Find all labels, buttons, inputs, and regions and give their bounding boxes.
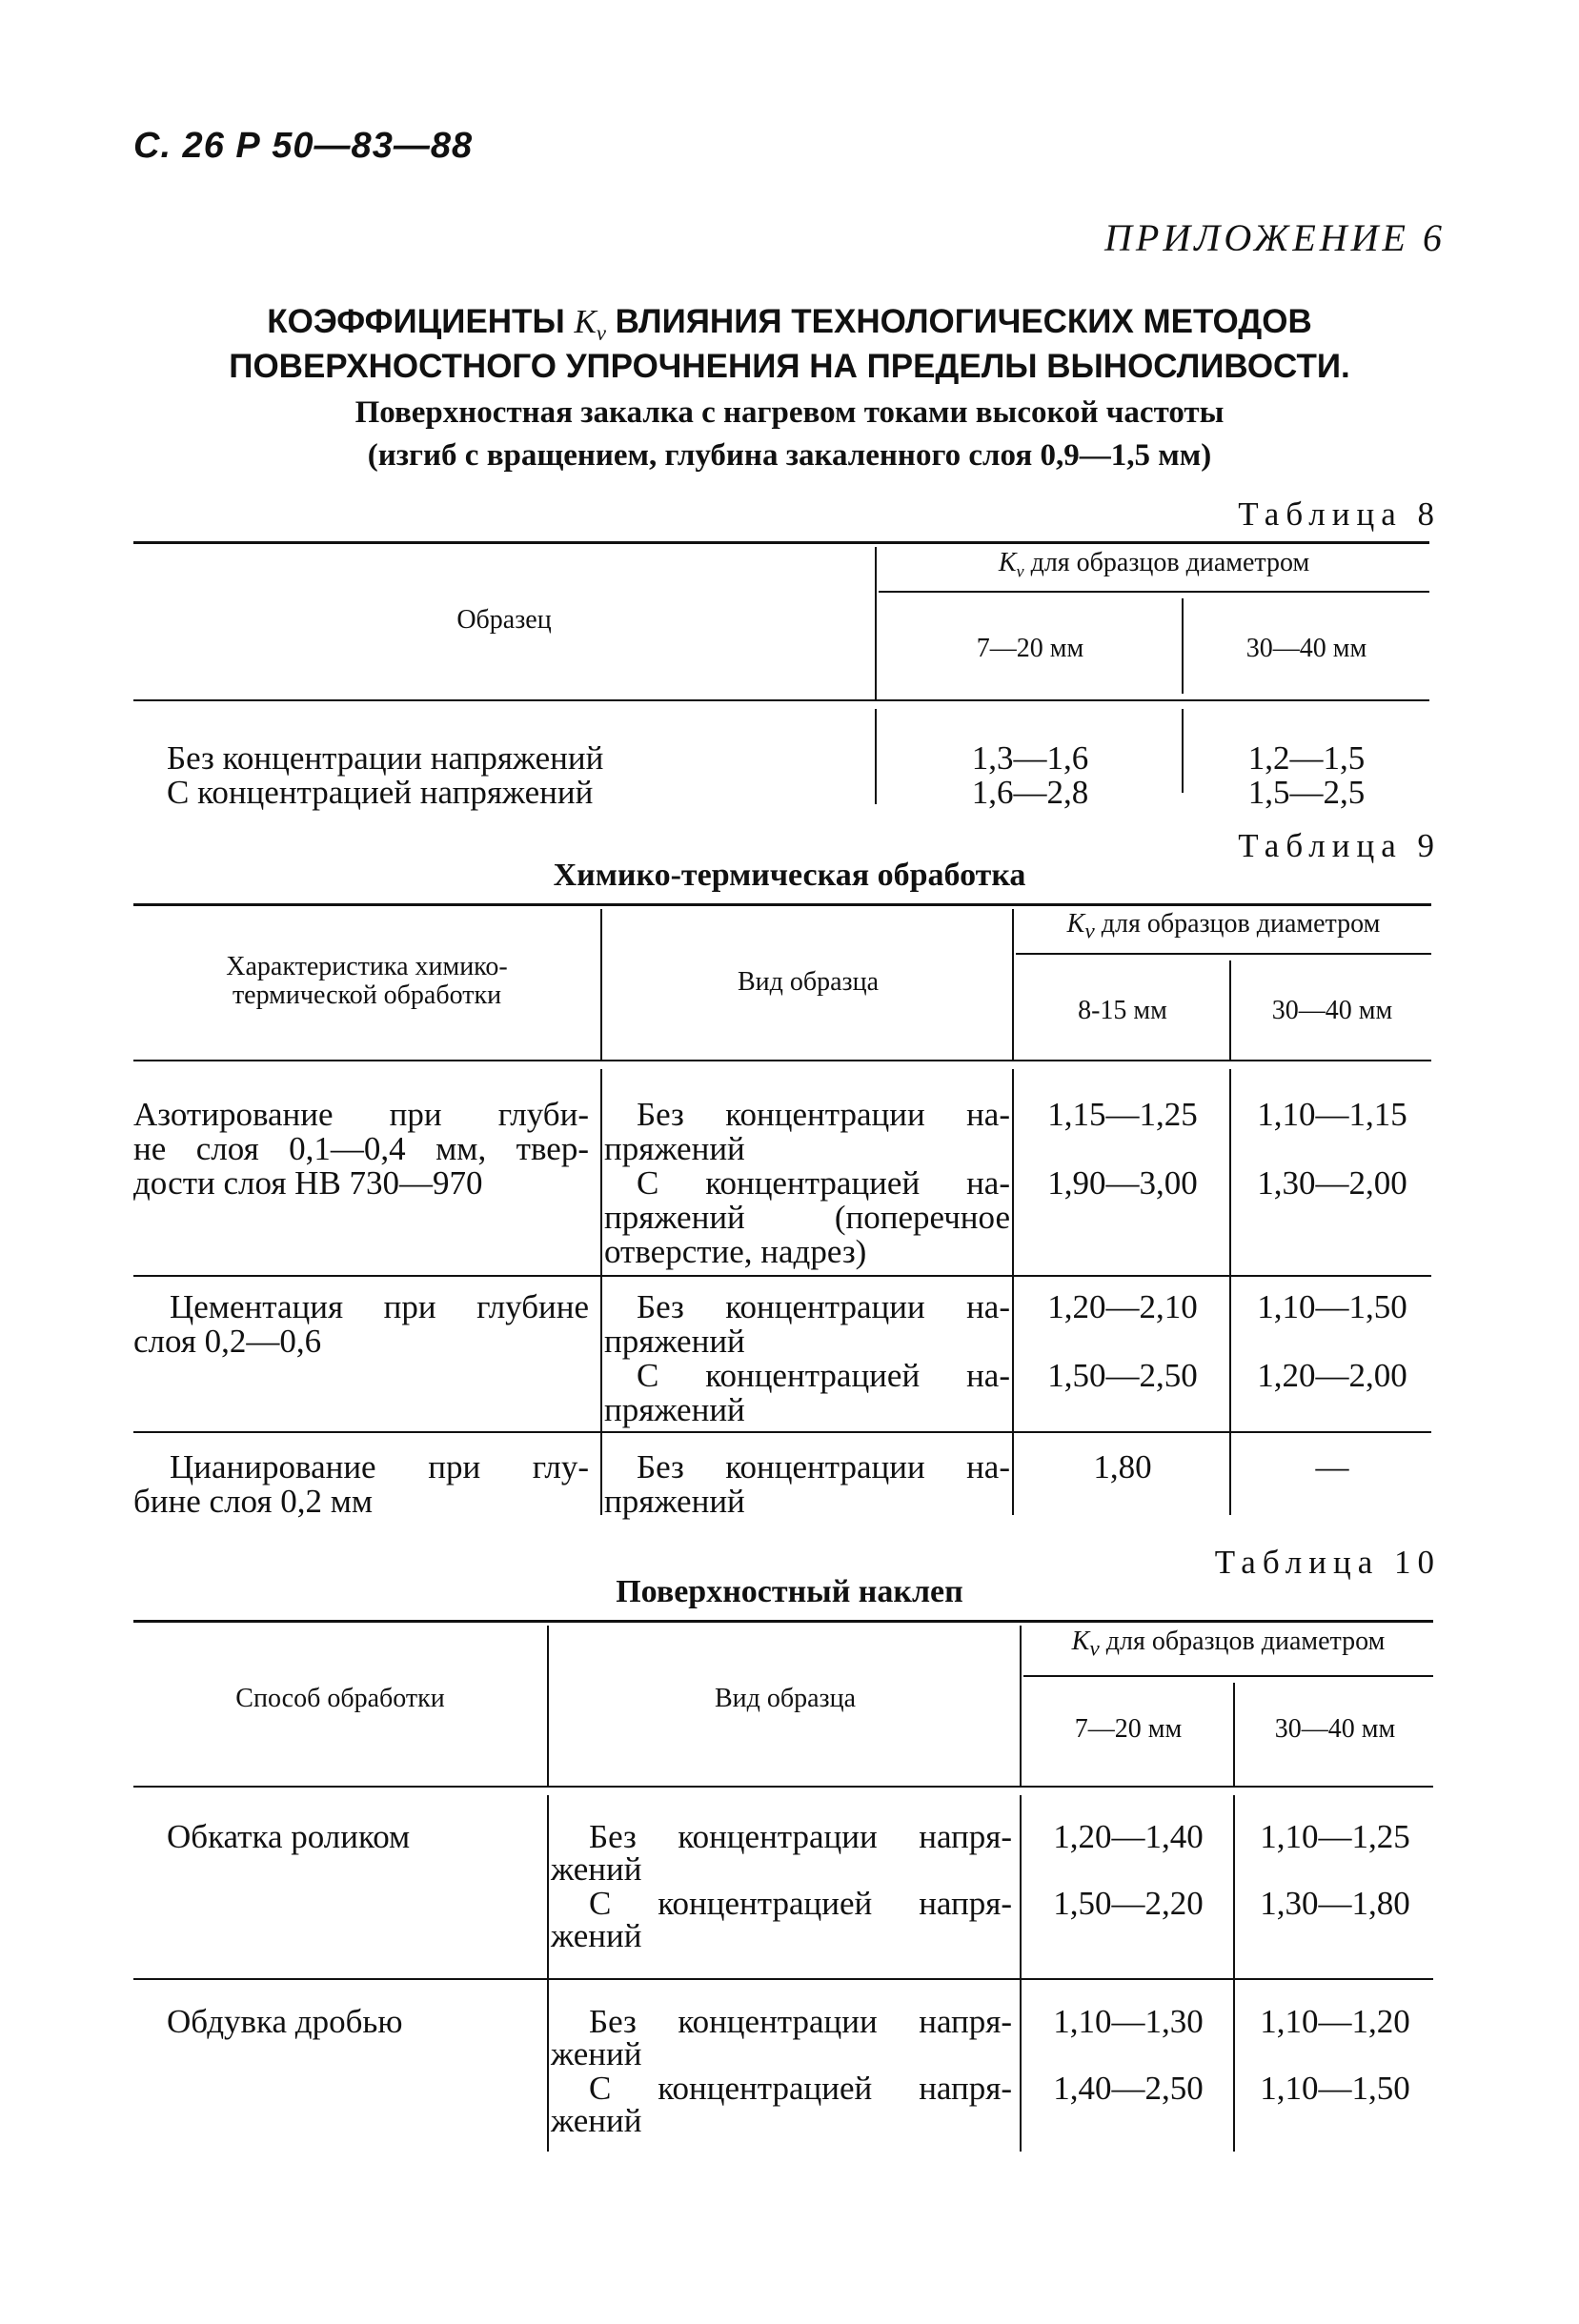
table10-g1-i2-l2: жений [551, 1917, 642, 1954]
table10-g2-i1-v1: 1,10—1,30 [1053, 2003, 1204, 2040]
table10-g1-i1-l1: Без концентрации напря- [589, 1818, 1012, 1855]
table9-g1-i2-l2: пряжений (поперечное [604, 1199, 1010, 1236]
table8-r2-v1: 1,6—2,8 [971, 774, 1089, 811]
title-line-2: ПОВЕРХНОСТНОГО УПРОЧНЕНИЯ НА ПРЕДЕЛЫ ВЫНОСЛИВОСТИ. [229, 348, 1350, 385]
table10-g2-i1-l2: жений [551, 2035, 642, 2072]
table10-col2-header: Вид образца [714, 1684, 857, 1713]
table10-g1-i1-v2: 1,10—1,25 [1260, 1818, 1410, 1855]
table10-g2-i2-v2: 1,10—1,50 [1260, 2070, 1410, 2107]
table8-col-specimen: Образец [456, 605, 552, 635]
table9-g3-i1-l1: Без концентрации на- [637, 1448, 1010, 1485]
table9-section-title: Химико-термическая обработка [553, 858, 1026, 893]
table10-label: Таблица 10 [1214, 1544, 1441, 1581]
title-line-1-post: ВЛИЯНИЯ ТЕХНОЛОГИЧЕСКИХ МЕТОДОВ [615, 303, 1312, 340]
table10-g1-i1-v1: 1,20—1,40 [1053, 1818, 1204, 1855]
table9-g1-i1-l1: Без концентрации на- [637, 1096, 1010, 1133]
appendix-label: ПРИЛОЖЕНИЕ 6 [1104, 216, 1446, 259]
table9-g2-i2-l1: С концентрацией на- [637, 1357, 1010, 1394]
table10-g2-i1-l1: Без концентрации напря- [589, 2003, 1012, 2040]
table9-g2-i2-l2: пряжений [604, 1391, 745, 1428]
table9-col2-header: Вид образца [737, 967, 880, 997]
title-line-1-pre: КОЭФФИЦИЕНТЫ [267, 303, 565, 340]
table9-g2-i2-v1: 1,50—2,50 [1047, 1357, 1198, 1394]
table9-g1-i1-l2: пряжений [604, 1130, 745, 1167]
table10-kv-header: $K_v$ для образцов диаметром [1071, 1627, 1386, 1662]
table10-sub1: 7—20 мм [1074, 1714, 1183, 1744]
table9-g1-i1-v1: 1,15—1,25 [1047, 1096, 1198, 1133]
table9-g2-line1: Цементация при глубине [170, 1288, 589, 1325]
table9-g3-i1-v2: — [1315, 1448, 1349, 1485]
table10-section-title: Поверхностный наклеп [616, 1574, 963, 1609]
table9-sub1: 8-15 мм [1078, 996, 1167, 1025]
table9-g1-line3: дости слоя НВ 730—970 [133, 1164, 483, 1202]
table9-g3-i1-l2: пряжений [604, 1483, 745, 1520]
table-row: С концентрацией напряжений [167, 774, 594, 811]
kv-symbol: $K_v$ [574, 303, 606, 345]
table9-g2-i1-v2: 1,10—1,50 [1257, 1288, 1407, 1325]
table10-g2-i2-l2: жений [551, 2102, 642, 2139]
table9-g1-i2-v2: 1,30—2,00 [1257, 1164, 1407, 1202]
table9-g2-i1-v1: 1,20—2,10 [1047, 1288, 1198, 1325]
table9-g1-i1-v2: 1,10—1,15 [1257, 1096, 1407, 1133]
table9-g3-line1: Цианирование при глу- [170, 1448, 589, 1485]
table10-g2-i1-v2: 1,10—1,20 [1260, 2003, 1410, 2040]
table8-sub1: 7—20 мм [976, 634, 1084, 663]
table10-g1-i1-l2: жений [551, 1850, 642, 1888]
table9-col1-header: Характеристика химико- термической обработки [226, 952, 508, 1010]
table10-sub2: 30—40 мм [1274, 1714, 1396, 1744]
table9-g3-i1-v1: 1,80 [1093, 1448, 1152, 1485]
table9-g1-i2-l3: отверстие, надрез) [604, 1233, 867, 1270]
table10-g2-i2-l1: С концентрацией напря- [589, 2070, 1012, 2107]
table9-sub2: 30—40 мм [1271, 996, 1393, 1025]
table10-g1-i2-v1: 1,50—2,20 [1053, 1885, 1204, 1922]
table10-g2-i2-v1: 1,40—2,50 [1053, 2070, 1204, 2107]
table9-g2-i1-l2: пряжений [604, 1323, 745, 1360]
title-line-1 [0, 303, 1579, 346]
table9-label: Таблица 9 [1238, 827, 1441, 864]
title-line-3: Поверхностная закалка с нагревом токами высокой частоты [354, 395, 1225, 430]
table8-r1-v2: 1,2—1,5 [1247, 739, 1366, 777]
table-row: Без концентрации напряжений [167, 739, 604, 777]
table9-g2-line2: слоя 0,2—0,6 [133, 1323, 322, 1360]
page-number-header: С. 26 Р 50—83—88 [133, 126, 474, 166]
table9-g1-line2: не слоя 0,1—0,4 мм, твер- [133, 1130, 589, 1167]
table9-g3-line2: бине слоя 0,2 мм [133, 1483, 374, 1520]
table8-r1-v1: 1,3—1,6 [971, 739, 1089, 777]
table10-g2-method: Обдувка дробью [167, 2003, 403, 2040]
table10-g1-i2-l1: С концентрацией напря- [589, 1885, 1012, 1922]
table9-g2-i1-l1: Без концентрации на- [637, 1288, 1010, 1325]
table9-g1-line1: Азотирование при глуби- [133, 1096, 589, 1133]
table9-g1-i2-l1: С концентрацией на- [637, 1164, 1010, 1202]
table9-g2-i2-v2: 1,20—2,00 [1257, 1357, 1407, 1394]
title-line-4: (изгиб с вращением, глубина закаленного слоя 0,9—1,5 мм) [367, 438, 1212, 473]
table9-kv-header: $K_v$ для образцов диаметром [1066, 909, 1381, 944]
table8-sub2: 30—40 мм [1245, 634, 1367, 663]
table10-g1-i2-v2: 1,30—1,80 [1260, 1885, 1410, 1922]
table9-g1-i2-v1: 1,90—3,00 [1047, 1164, 1198, 1202]
table8-kv-header: $K_v$ для образцов диаметром [998, 548, 1310, 581]
table10-col1-header: Способ обработки [235, 1684, 445, 1713]
table10-g1-method: Обкатка роликом [167, 1818, 411, 1855]
table8-r2-v2: 1,5—2,5 [1247, 774, 1366, 811]
table8-label: Таблица 8 [1238, 495, 1441, 533]
